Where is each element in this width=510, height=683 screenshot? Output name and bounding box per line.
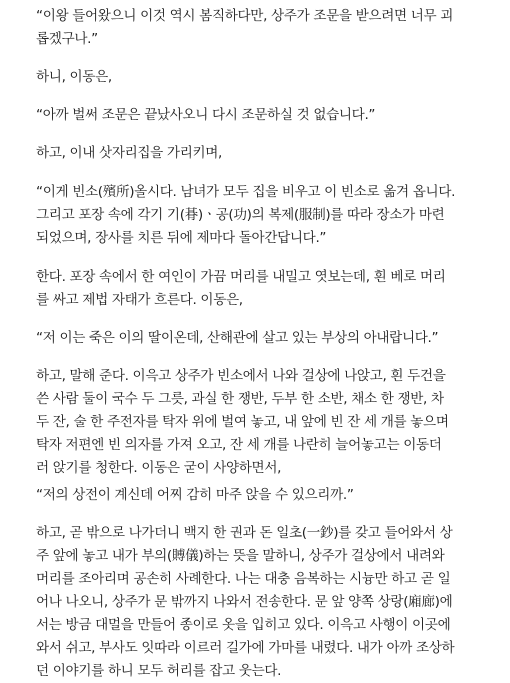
paragraph-4 <box>36 142 494 165</box>
paragraph-10 <box>36 522 494 683</box>
text-line: 하고, 곧 밖으로 나가더니 백지 한 권과 돈 일초(一鈔)를 갖고 들어와서 상 <box>36 525 453 541</box>
text-line: 어나 나오니, 상주가 문 밖까지 나와서 전송한다. 문 앞 양쪽 상랑(廂廊)에 <box>36 594 453 610</box>
text-line: 러 앉기를 청한다. 이동은 굳이 사양하면서, <box>36 460 282 476</box>
text-line: 하고, 이내 삿자리집을 가리키며, <box>36 145 223 161</box>
text-line: “이왕 들어왔으니 이것 역시 봄직하다만, 상주가 조문을 받으려면 너무 괴 <box>36 8 454 24</box>
text-line: 두 잔, 술 한 주전자를 탁자 위에 벌여 놓고, 내 앞에 빈 잔 세 개를 놓으며 <box>36 414 449 430</box>
text-line: 하고, 말해 준다. 이윽고 상주가 빈소에서 나와 걸상에 나앉고, 흰 두건을 <box>36 368 446 384</box>
text-line: 서는 방금 대멀을 만들어 종이로 옷을 입히고 있다. 이윽고 사행이 이곳에 <box>36 617 451 633</box>
text-line: 주 앞에 놓고 내가 부의(賻儀)하는 뜻을 말하니, 상주가 걸상에서 내려와 <box>36 548 445 564</box>
text-line: 하니, 이동은, <box>36 69 112 85</box>
text-line: 머리를 조아리며 공손히 사례한다. 나는 대충 음복하는 시늉만 하고 곧 일 <box>36 571 451 587</box>
text-line: “저 이는 죽은 이의 딸이온데, 산해관에 살고 있는 부상의 아내랍니다.” <box>36 330 439 346</box>
text-line: “저의 상전이 계신데 어찌 감히 마주 앉을 수 있으리까.” <box>36 487 354 503</box>
paragraph-1 <box>36 5 494 51</box>
paragraph-7 <box>36 327 494 350</box>
text-line: 쓴 사람 둘이 국수 두 그릇, 과실 한 쟁반, 두부 한 소반, 채소 한 쟁반, 차 <box>36 391 444 407</box>
paragraph-3 <box>36 104 494 127</box>
paragraph-9 <box>36 484 494 507</box>
text-line: “아까 벌써 조문은 끝났사오니 다시 조문하실 것 없습니다.” <box>36 107 376 123</box>
text-line: “이게 빈소(殯所)올시다. 남녀가 모두 집을 비우고 이 빈소로 옮겨 옵니다. <box>36 184 456 200</box>
text-line: 그리고 포장 속에 각기 기(朞)ㆍ공(功)의 복제(服制)를 따라 장소가 마련 <box>36 207 445 223</box>
text-line: 와서 쉬고, 부사도 잇따라 이르러 길가에 가마를 내렸다. 내가 아까 조상하 <box>36 640 455 656</box>
text-line: 롭겠구나.” <box>36 31 98 47</box>
paragraph-2 <box>36 66 494 89</box>
text-line: 던 이야기를 하니 모두 허리를 잡고 웃는다. <box>36 663 282 679</box>
text-line: 탁자 저편엔 빈 의자를 가져 오고, 잔 세 개를 나란히 늘어놓고는 이동더 <box>36 437 442 453</box>
paragraph-5 <box>36 181 494 250</box>
paragraph-8 <box>36 365 494 480</box>
paragraph-6 <box>36 266 494 312</box>
text-line: 를 싸고 제법 자태가 흐른다. 이동은, <box>36 292 243 308</box>
text-line: 한다. 포장 속에서 한 여인이 가끔 머리를 내밀고 엿보는데, 흰 베로 머리 <box>36 269 446 285</box>
text-line: 되었으며, 장사를 치른 뒤에 제마다 돌아간답니다.” <box>36 230 327 246</box>
